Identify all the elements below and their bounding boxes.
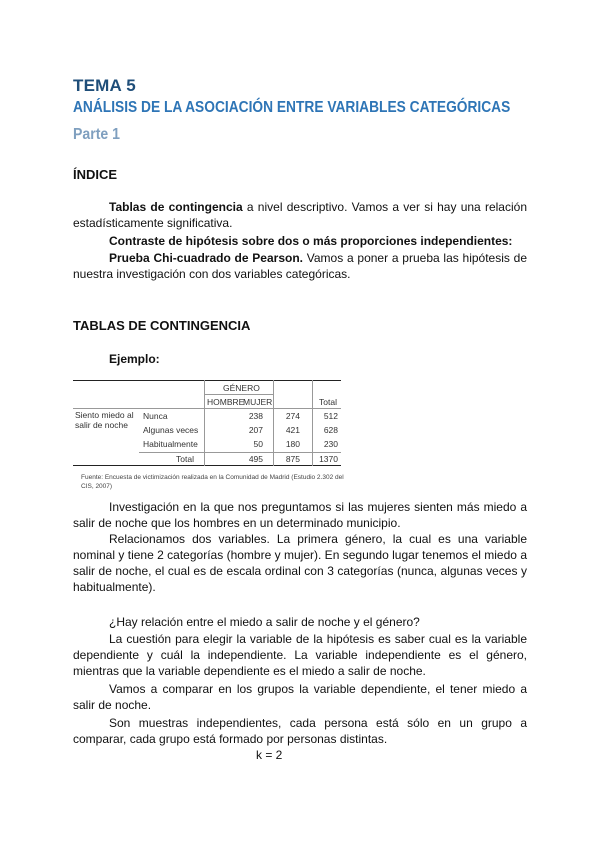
indice-item-3-text: Vamos a poner a prueba las hipótesis de nuestra investigación con dos variables categóricas. [73, 251, 527, 281]
table-cell: 274 [285, 411, 300, 421]
table-divider [273, 380, 274, 466]
table-source-note: Fuente: Encuesta de victimización realizada en la Comunidad de Madrid (Estudio 2.302 del CIS, 2007) [81, 474, 344, 490]
paragraph: ¿Hay relación entre el miedo a salir de noche y el género? [109, 615, 420, 629]
table-cell: 512 [323, 411, 338, 421]
ejemplo-label: Ejemplo: [109, 352, 160, 366]
column-header: Total [319, 397, 337, 407]
table-cell: 207 [248, 425, 263, 435]
table-cell: 238 [248, 411, 263, 421]
indice-item-1-text: a nivel descriptivo. Vamos a ver si hay una relación estadísticamente significativa. [73, 200, 527, 230]
table-cell: 421 [285, 425, 300, 435]
page-title: ANÁLISIS DE LA ASOCIACIÓN ENTRE VARIABLES CATEGÓRICAS [73, 99, 511, 116]
paragraph: Son muestras independientes, cada persona está sólo en un grupo a comparar, cada grupo está formado por personas distintas. [73, 716, 527, 746]
table-cell: 1370 [319, 454, 338, 464]
table-divider [204, 380, 205, 466]
indice-item-2-bold: Contraste de hipótesis sobre dos o más proporciones independientes: [109, 234, 513, 248]
row-label: Habitualmente [143, 439, 198, 449]
paragraph: Vamos a comparar en los grupos la variable dependiente, el tener miedo a salir de noche. [73, 682, 527, 712]
table-divider [139, 452, 341, 453]
indice-item-2 [73, 233, 527, 249]
column-header: MUJER [243, 397, 273, 407]
table-divider [204, 394, 273, 395]
row-label: Algunas veces [143, 425, 199, 435]
table-cell: 180 [285, 439, 300, 449]
table-cell: 230 [323, 439, 338, 449]
indice-item-1-bold: Tablas de contingencia [109, 200, 243, 214]
indice-heading: ÍNDICE [73, 167, 118, 182]
column-header: HOMBRE [207, 397, 245, 407]
section-heading: TABLAS DE CONTINGENCIA [73, 318, 251, 333]
paragraph: Relacionamos dos variables. La primera género, la cual es una variable nominal y tiene 2 categorías (hombre y mujer). En segundo lugar tenemos el miedo a salir de noche, el cual es de escala ordinal con 3 categorías (nunca, algunas veces y habitualmente). [73, 532, 527, 594]
table-bottom-rule [73, 465, 341, 466]
row-label: Nunca [143, 411, 168, 421]
tema-label: TEMA 5 [73, 76, 136, 95]
paragraph: Investigación en la que nos preguntamos si las mujeres sienten más miedo a salir de noche que los hombres en un determinado municipio. [73, 500, 527, 530]
k-value: k = 2 [256, 748, 283, 762]
indice-item-3-bold: Prueba Chi-cuadrado de Pearson. [109, 251, 303, 265]
group-header: GÉNERO [223, 383, 260, 393]
table-cell: 50 [253, 439, 263, 449]
row-variable-label: Siento miedo al salir de noche [75, 410, 134, 430]
table-cell: 495 [248, 454, 263, 464]
indice-item-3 [73, 250, 527, 282]
parte-subtitle: Parte 1 [73, 126, 120, 143]
contingency-table [73, 380, 341, 466]
table-cell: 628 [323, 425, 338, 435]
indice-item-1 [73, 199, 527, 231]
table-divider [312, 380, 313, 466]
table-cell: 875 [285, 454, 300, 464]
paragraph: La cuestión para elegir la variable de la hipótesis es saber cual es la variable dependiente y cuál la independiente. La variable independiente es el género, mientras que la variable dependiente es el miedo a salir de noche. [73, 632, 527, 678]
row-label: Total [176, 454, 194, 464]
table-top-rule [73, 380, 341, 381]
table-divider [73, 408, 341, 409]
